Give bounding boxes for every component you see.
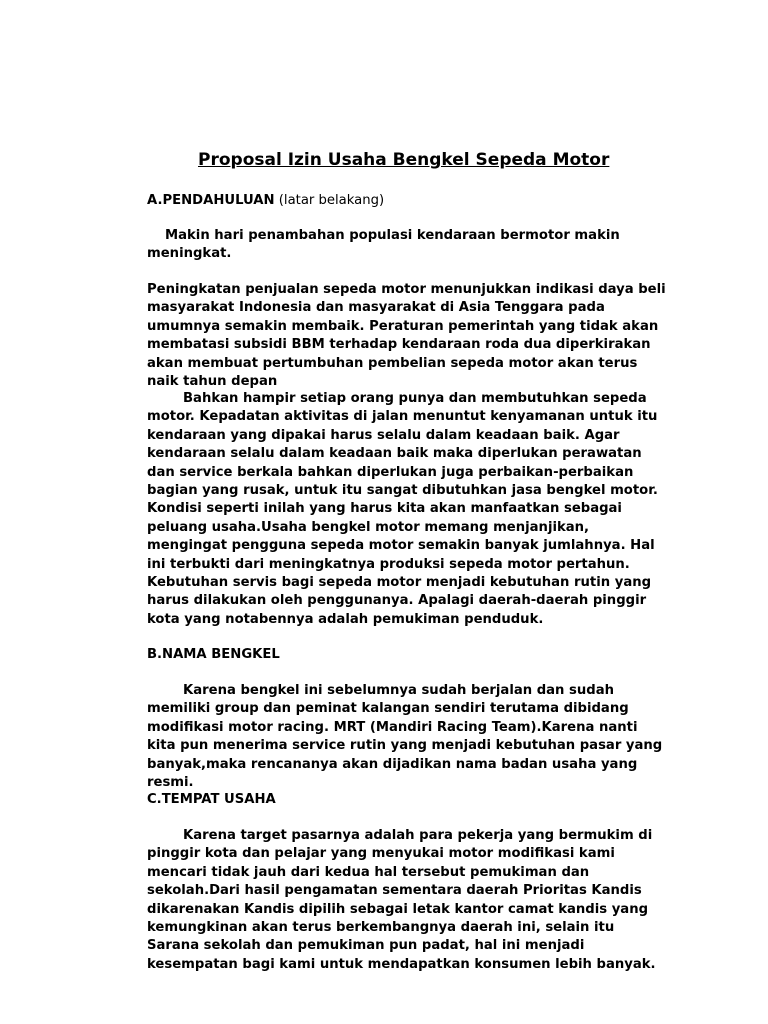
section-heading-subtitle: (latar belakang) — [274, 193, 385, 208]
document-title: Proposal Izin Usaha Bengkel Sepeda Motor — [198, 150, 610, 170]
paragraph-nama-bengkel: Karena bengkel ini sebelumnya sudah berjalan dan sudah memiliki group dan peminat kalangan sendiri terutama dibidang modifikasi motor racing. MRT (Mandiri Racing Team).Karena nanti kita pun menerima service rutin yang menjadi kebutuhan pasar yang banyak,maka rencananya akan dijadikan nama badan usaha yang resmi. — [147, 683, 663, 791]
section-heading-text: A.PENDAHULUAN — [147, 193, 275, 208]
paragraph-pendahuluan-3: Bahkan hampir setiap orang punya dan membutuhkan sepeda motor. Kepadatan aktivitas di jalan menuntut kenyamanan untuk itu kendaraan yang dipakai harus selalu dalam keadaan baik. Agar kendaraan selalu dalam keadaan baik maka diperlukan perawatan dan service berkala bahkan diperlukan juga perbaikan-perbaikan bagian yang rusak, untuk itu sangat dibutuhkan jasa bengkel motor. Kondisi seperti inilah yang harus kita akan manfaatkan sebagai peluang usaha.Usaha bengkel motor memang menjanjikan, mengingat pengguna sepeda motor semakin banyak jumlahnya. Hal ini terbukti dari meningkatnya produksi sepeda motor pertahun. Kebutuhan servis bagi sepeda motor menjadi kebutuhan rutin yang harus dilakukan oleh penggunanya. Apalagi daerah-daerah pinggir kota yang notabennya adalah pemukiman penduduk. — [147, 391, 658, 627]
section-heading-pendahuluan — [147, 192, 384, 210]
paragraph-pendahuluan-2: Peningkatan penjualan sepeda motor menunjukkan indikasi daya beli masyarakat Indonesia dan masyarakat di Asia Tenggara pada umumnya semakin membaik. Peraturan pemerintah yang tidak akan membatasi subsidi BBM terhadap kendaraan roda dua diperkirakan akan membuat pertumbuhan pembelian sepeda motor akan terus naik tahun depan — [147, 282, 666, 390]
paragraph-pendahuluan-1: Makin hari penambahan populasi kendaraan bermotor makin meningkat. — [147, 228, 620, 262]
paragraph-tempat-usaha: Karena target pasarnya adalah para pekerja yang bermukim di pinggir kota dan pelajar yang menyukai motor modifikasi kami mencari tidak jauh dari kedua hal tersebut pemukiman dan sekolah.Dari hasil pengamatan sementara daerah Prioritas Kandis dikarenakan Kandis dipilih sebagai letak kantor camat kandis yang kemungkinan akan terus berkembangnya daerah ini, selain itu Sarana sekolah dan pemukiman pun padat, hal ini menjadi kesempatan bagi kami untuk mendapatkan konsumen lebih banyak. — [147, 828, 656, 972]
section-heading-nama-bengkel: B.NAMA BENGKEL — [147, 647, 280, 662]
section-heading-tempat-usaha: C.TEMPAT USAHA — [147, 792, 276, 807]
